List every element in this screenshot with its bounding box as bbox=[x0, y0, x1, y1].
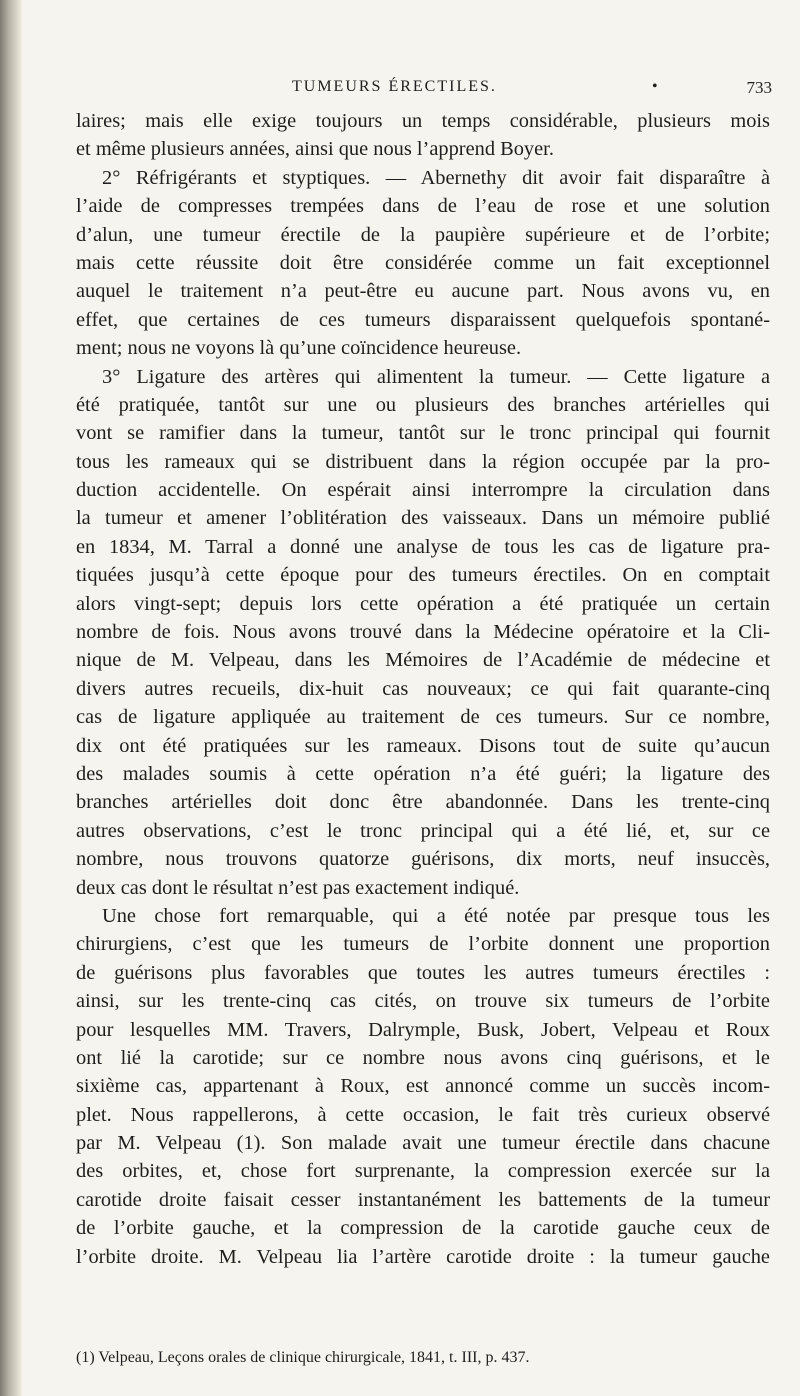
text-line: autres observations, c’est le tronc principal qui a été lié, et, sur ce bbox=[76, 819, 770, 842]
text-line: plet. Nous rappellerons, à cette occasion, le fait très curieux observé bbox=[76, 1103, 770, 1126]
text-line: laires; mais elle exige toujours un temps considérable, plusieurs mois bbox=[76, 110, 770, 132]
text-line: de guérisons plus favorables que toutes les autres tumeurs érectiles : bbox=[76, 961, 770, 984]
text-line: branches artérielles doit donc être abandonnée. Dans les trente-cinq bbox=[76, 791, 770, 814]
text-line: l’aide de compresses trempées dans de l’eau de rose et une solution bbox=[76, 195, 770, 218]
text-line: la tumeur et amener l’oblitération des vaisseaux. Dans un mémoire publié bbox=[76, 507, 770, 530]
text-line: mais cette réussite doit être considérée comme un fait exceptionnel bbox=[76, 251, 770, 274]
page-header bbox=[0, 78, 800, 102]
header-mark: • bbox=[652, 78, 658, 95]
text-line: 2° Réfrigérants et styptiques. — Abernethy dit avoir fait disparaître à bbox=[102, 166, 770, 189]
text-line: dix ont été pratiquées sur les rameaux. Disons tout de suite qu’aucun bbox=[76, 734, 770, 757]
text-line: Une chose fort remarquable, qui a été notée par presque tous les bbox=[102, 904, 770, 927]
text-line: nique de M. Velpeau, dans les Mémoires de l’Académie de médecine et bbox=[76, 649, 770, 672]
text-line: en 1834, M. Tarral a donné une analyse de tous les cas de ligature pra- bbox=[76, 535, 770, 558]
text-line: d’alun, une tumeur érectile de la paupière supérieure et de l’orbite; bbox=[76, 223, 770, 246]
text-line: ment; nous ne voyons là qu’une coïncidence heureuse. bbox=[76, 337, 522, 360]
text-line: vont se ramifier dans la tumeur, tantôt sur le tronc principal qui fournit bbox=[76, 422, 770, 445]
text-line: des orbites, et, chose fort surprenante, la compression exercée sur la bbox=[76, 1160, 770, 1183]
text-line: été pratiquée, tantôt sur une ou plusieurs des branches artérielles qui bbox=[76, 393, 770, 416]
text-line: tiquées jusqu’à cette époque pour des tumeurs érectiles. On en comptait bbox=[76, 564, 770, 587]
running-title: TUMEURS ÉRECTILES. bbox=[292, 78, 497, 95]
text-line: de l’orbite gauche, et la compression de la carotide gauche ceux de bbox=[76, 1217, 770, 1240]
text-line: cas de ligature appliquée au traitement de ces tumeurs. Sur ce nombre, bbox=[76, 706, 770, 729]
footnote: (1) Velpeau, Leçons orales de clinique chirurgicale, 1841, t. III, p. 437. bbox=[76, 1349, 530, 1366]
text-line: chirurgiens, c’est que les tumeurs de l’orbite donnent une proportion bbox=[76, 933, 770, 956]
text-line: nombre de fois. Nous avons trouvé dans la Médecine opératoire et la Cli- bbox=[76, 621, 770, 644]
text-line: auquel le traitement n’a peut-être eu aucune part. Nous avons vu, en bbox=[76, 280, 770, 303]
text-line: ont lié la carotide; sur ce nombre nous avons cinq guérisons, et le bbox=[76, 1046, 770, 1069]
text-line: et même plusieurs années, ainsi que nous l’apprend Boyer. bbox=[76, 138, 554, 161]
text-line: duction accidentelle. On espérait ainsi interrompre la circulation dans bbox=[76, 479, 770, 502]
text-line: tous les rameaux qui se distribuent dans la région occupée par la pro- bbox=[76, 450, 770, 473]
text-line: effet, que certaines de ces tumeurs disparaissent quelquefois spontané- bbox=[76, 308, 770, 331]
text-line: nombre, nous trouvons quatorze guérisons, dix morts, neuf insuccès, bbox=[76, 848, 770, 871]
text-line: pour lesquelles MM. Travers, Dalrymple, Busk, Jobert, Velpeau et Roux bbox=[76, 1018, 770, 1041]
text-line: sixième cas, appartenant à Roux, est annoncé comme un succès incom- bbox=[76, 1075, 770, 1098]
text-line: alors vingt-sept; depuis lors cette opération a été pratiquée un certain bbox=[76, 592, 770, 615]
text-line: ainsi, sur les trente-cinq cas cités, on trouve six tumeurs de l’orbite bbox=[76, 990, 770, 1013]
text-line: l’orbite droite. M. Velpeau lia l’artère carotide droite : la tumeur gauche bbox=[76, 1245, 770, 1268]
body-text bbox=[76, 107, 770, 1271]
text-line: divers autres recueils, dix-huit cas nouveaux; ce qui fait quarante-cinq bbox=[76, 677, 770, 700]
text-line: des malades soumis à cette opération n’a été guéri; la ligature des bbox=[76, 762, 770, 785]
text-line: 3° Ligature des artères qui alimentent la tumeur. — Cette ligature a bbox=[102, 365, 770, 388]
page-number: 733 bbox=[746, 78, 772, 97]
text-line: carotide droite faisait cesser instantanément les battements de la tumeur bbox=[76, 1188, 770, 1211]
text-line: deux cas dont le résultat n’est pas exactement indiqué. bbox=[76, 876, 520, 899]
text-line: par M. Velpeau (1). Son malade avait une tumeur érectile dans chacune bbox=[76, 1132, 770, 1155]
